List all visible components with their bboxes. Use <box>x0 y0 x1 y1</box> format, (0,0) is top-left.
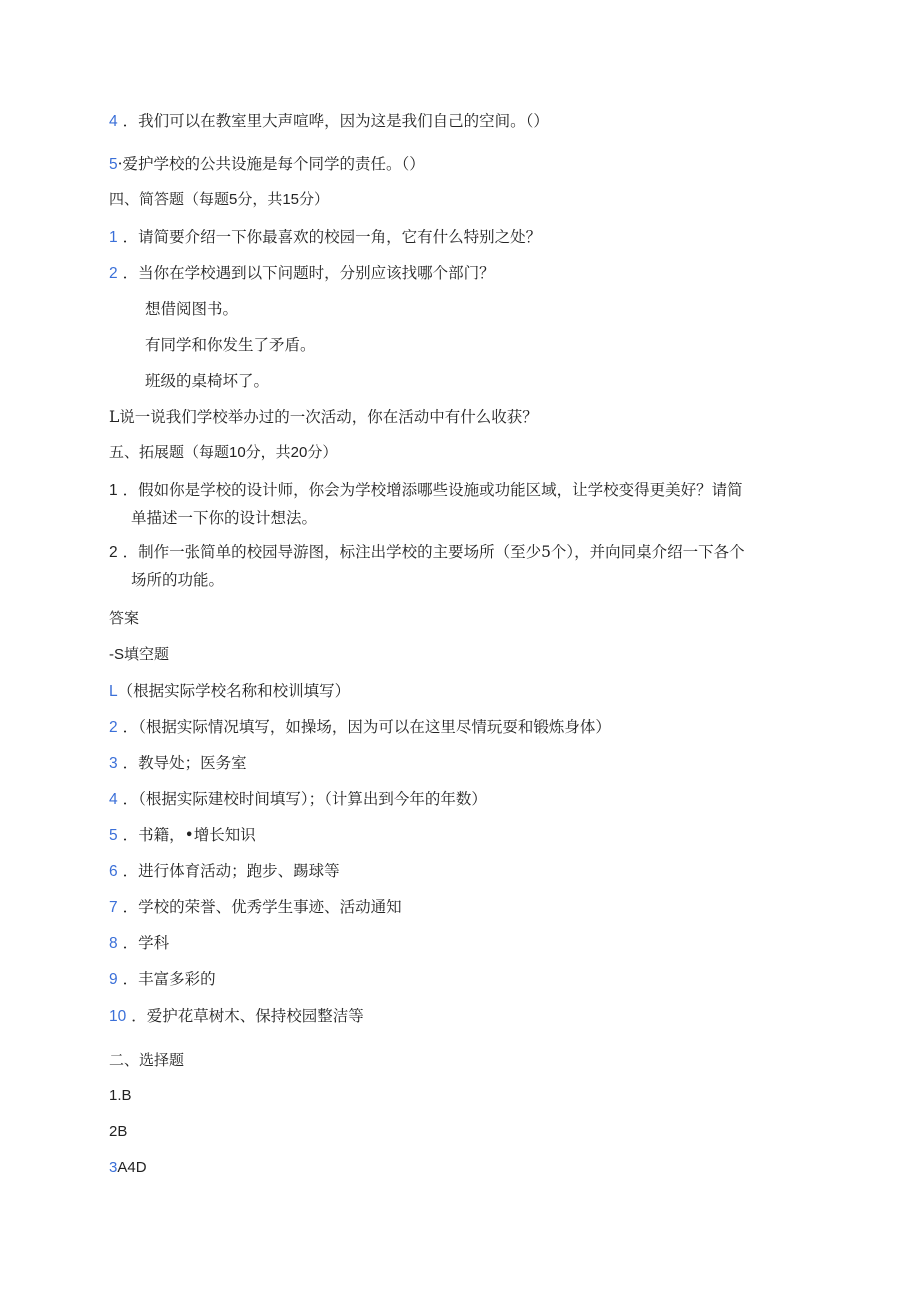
answer-text: A4D <box>117 1159 147 1176</box>
answer-text: ．（根据实际情况填写，如操场，因为可以在这里尽情玩耍和锻炼身体） <box>122 718 611 736</box>
short-answer-heading: 四、简答题（每题5分，共15分） <box>109 191 330 208</box>
fill-blank-heading: -S填空题 <box>109 646 170 663</box>
short-question-3: L说一说我们学校举办过的一次活动，你在活动中有什么收获？ <box>109 408 538 426</box>
question-text: ．我们可以在教室里大声喧哗，因为这是我们自己的空间。（） <box>122 112 549 130</box>
question-text: ．制作一张简单的校园导游图，标注出学校的主要场所（至少5个），并向同桌介绍一下各个 <box>122 543 745 561</box>
question-number: 4 <box>109 113 118 130</box>
question-text: ．假如你是学校的设计师，你会为学校增添哪些设施或功能区域，让学校变得更美好？请简 <box>122 481 743 499</box>
answer-number: 2 <box>109 719 118 736</box>
question-number: 2 <box>109 544 118 561</box>
answer-number: 3 <box>109 755 118 772</box>
answer-text: ．学科 <box>122 934 170 952</box>
answer-item <box>109 681 350 702</box>
sub-item-borrow-book: 想借阅图书。 <box>145 300 239 318</box>
question-number: 1 <box>109 482 118 499</box>
answer-number: 8 <box>109 935 118 952</box>
judge-question-5 <box>109 154 425 175</box>
answer-number: 7 <box>109 899 118 916</box>
expand-question-1-continuation: 单描述一下你的设计想法。 <box>131 509 318 527</box>
answer-item <box>109 753 247 774</box>
answer-number: 6 <box>109 863 118 880</box>
choice-answer-2: 2B <box>109 1123 128 1140</box>
answer-item <box>109 861 340 882</box>
choice-heading: 二、选择题 <box>109 1052 185 1069</box>
answer-number: 10 <box>109 1008 127 1025</box>
question-number: 2 <box>109 265 118 282</box>
choice-answer-1: 1.B <box>109 1087 132 1104</box>
answer-item <box>109 969 216 990</box>
expand-question-2 <box>109 542 745 563</box>
answer-item <box>109 717 611 738</box>
answer-number: 9 <box>109 971 118 988</box>
answer-text: ．教导处；医务室 <box>122 754 247 772</box>
answer-text: ．进行体育活动；跑步、踢球等 <box>122 862 340 880</box>
answer-number: 3 <box>109 1159 118 1176</box>
short-question-2 <box>109 263 495 284</box>
answer-text: ．丰富多彩的 <box>122 970 216 988</box>
answer-text: ．（根据实际建校时间填写）；（计算出到今年的年数） <box>122 790 487 808</box>
answers-heading: 答案 <box>109 610 140 627</box>
question-number: 5 <box>109 156 118 173</box>
expand-question-2-continuation: 场所的功能。 <box>131 571 225 589</box>
expand-heading: 五、拓展题（每题10分，共20分） <box>109 444 338 461</box>
question-text: ．请简要介绍一下你最喜欢的校园一角，它有什么特别之处？ <box>122 228 542 246</box>
question-number: 1 <box>109 229 118 246</box>
question-text: ·爱护学校的公共设施是每个同学的责任。（） <box>117 155 425 173</box>
answer-item <box>109 789 487 810</box>
sub-item-conflict: 有同学和你发生了矛盾。 <box>145 336 316 354</box>
answer-item <box>109 897 402 918</box>
short-question-1 <box>109 227 541 248</box>
sub-item-broken-desk: 班级的桌椅坏了。 <box>145 372 270 390</box>
question-text: ．当你在学校遇到以下问题时，分别应该找哪个部门？ <box>122 264 495 282</box>
answer-text: ．爱护花草树木、保持校园整洁等 <box>131 1007 364 1025</box>
judge-question-4 <box>109 111 549 132</box>
answer-item <box>109 825 256 846</box>
answer-number: 4 <box>109 791 118 808</box>
answer-item <box>109 1006 364 1027</box>
choice-answer-3 <box>109 1158 147 1178</box>
answer-text: ．学校的荣誉、优秀学生事迹、活动通知 <box>122 898 402 916</box>
answer-number: 5 <box>109 827 118 844</box>
answer-number: L <box>109 683 118 700</box>
answer-text: （根据实际学校名称和校训填写） <box>117 682 351 700</box>
answer-item <box>109 933 169 954</box>
answer-text: ．书籍，•增长知识 <box>122 826 256 844</box>
expand-question-1 <box>109 480 743 501</box>
